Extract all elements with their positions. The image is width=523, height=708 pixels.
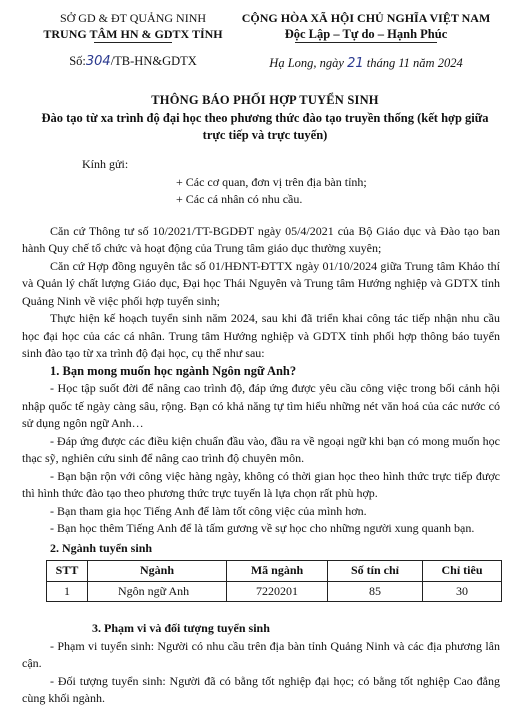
- day-handwritten: 21: [347, 56, 364, 71]
- cell-credits: 85: [328, 581, 423, 602]
- place-date: [236, 55, 496, 72]
- section-3-bullet: - Phạm vi tuyển sinh: Người có nhu cầu trên địa bàn tỉnh Quảng Ninh và các địa phương lân cận.: [22, 638, 500, 670]
- table-header-credits: Số tín chỉ: [328, 561, 423, 582]
- table-row: [47, 581, 502, 602]
- section-1-bullet: - Bạn học thêm Tiếng Anh để là tấm gương về sự học cho những người xung quanh bạn.: [50, 521, 475, 535]
- doc-no-prefix: Số:: [69, 54, 86, 68]
- cell-major: Ngôn ngữ Anh: [88, 581, 227, 602]
- section-1-heading: 1. Bạn mong muốn học ngành Ngôn ngữ Anh?: [50, 363, 297, 378]
- issuer-org: TRUNG TÂM HN & GDTX TỈNH: [43, 27, 223, 41]
- paragraph-legal-basis-2: Căn cứ Hợp đồng nguyên tắc số 01/HĐNT-ĐTTX ngày 01/10/2024 giữa Trung tâm Khảo thí và Quản lý chất lượng Giáo dục, Đại học Thái Nguyên và Trung tâm Hướng nghiệp và GDTX tỉnh Quảng Ninh về việc phối hợp tuyển sinh;: [22, 258, 500, 308]
- doc-no-suffix: /TB-HN&GDTX: [110, 54, 197, 68]
- section-1-bullet: - Đáp ứng được các điều kiện chuẩn đầu vào, đầu ra về ngoại ngữ khi bạn có mong muốn học thạc sỹ, nghiên cứu sinh để nâng cao trình độ chuyên môn.: [22, 433, 500, 465]
- table-header-stt: STT: [47, 561, 88, 582]
- place-date-suffix: tháng 11 năm 2024: [366, 56, 463, 70]
- section-3-heading: 3. Phạm vi và đối tượng tuyển sinh: [92, 621, 270, 635]
- issuer-header: [38, 10, 228, 70]
- program-table: [46, 560, 502, 602]
- document-number: [38, 53, 228, 70]
- doc-no-handwritten: 304: [85, 54, 111, 69]
- table-header-code: Mã ngành: [227, 561, 328, 582]
- table-header-major: Ngành: [88, 561, 227, 582]
- notice-subtitle: Đào tạo từ xa trình độ đại học theo phương thức đào tạo truyền thống (kết hợp giữa trực tiếp và trực tuyến): [41, 111, 489, 142]
- section-2-heading: 2. Ngành tuyển sinh: [50, 540, 153, 555]
- issuer-parent-org: SỞ GD & ĐT QUẢNG NINH: [59, 11, 207, 25]
- addressee-item: + Các cá nhân có nhu cầu.: [176, 192, 303, 206]
- table-header-row: [47, 561, 502, 582]
- notice-main-title: THÔNG BÁO PHỐI HỢP TUYỂN SINH: [151, 93, 379, 107]
- addressee-item: + Các cơ quan, đơn vị trên địa bàn tỉnh;: [176, 174, 367, 189]
- addressee-label: Kính gửi:: [82, 157, 129, 171]
- cell-stt: 1: [47, 581, 88, 602]
- section-1-bullet: - Bạn bận rộn với công việc hàng ngày, không có thời gian học theo hình thức trực tiếp được thì hình thức đào tạo theo phương thức trực tuyến là lựa chọn rất phù hợp.: [22, 468, 500, 500]
- issuer-underline: [94, 42, 172, 43]
- section-1-bullet: - Học tập suốt đời để nâng cao trình độ, đáp ứng được yêu cầu công việc trong bối cảnh hội nhập quốc tế ngày càng sâu, rộng. Bạn có khả năng tự tìm hiểu những nét văn hoá của các nước có sử dụng ngôn ngữ Anh…: [22, 381, 500, 430]
- notice-title: [40, 93, 490, 144]
- paragraph-legal-basis-1: Căn cứ Thông tư số 10/2021/TT-BGDĐT ngày 05/4/2021 của Bộ Giáo dục và Đào tạo ban hành Quy chế tổ chức và hoạt động của Trung tâm giáo dục thường xuyên;: [22, 223, 500, 255]
- cell-code: 7220201: [227, 581, 328, 602]
- section-1-bullet: - Bạn tham gia học Tiếng Anh để làm tốt công việc của mình hơn.: [50, 503, 367, 518]
- nation-name: CỘNG HÒA XÃ HỘI CHỦ NGHĨA VIỆT NAM: [241, 11, 491, 25]
- national-header: [236, 10, 496, 72]
- section-3-bullet: - Đối tượng tuyển sinh: Người đã có bằng tốt nghiệp đại học; có bằng tốt nghiệp Cao đẳng cùng khối ngành.: [22, 673, 500, 705]
- place-date-prefix: Hạ Long, ngày: [269, 56, 344, 70]
- cell-quota: 30: [423, 581, 502, 602]
- document-body: [22, 148, 500, 708]
- motto-underline: [295, 42, 437, 43]
- paragraph-implementation: Thực hiện kế hoạch tuyển sinh năm 2024, sau khi đã triển khai công tác tiếp nhận nhu cầu học đại học của các cá nhân. Trung tâm Hướng nghiệp và GDTX tỉnh phối hợp thông báo tuyển sinh đào tạo từ xa trình độ đại học, cụ thể như sau:: [22, 311, 500, 360]
- national-motto: Độc Lập – Tự do – Hạnh Phúc: [284, 27, 448, 41]
- table-header-quota: Chỉ tiêu: [423, 561, 502, 582]
